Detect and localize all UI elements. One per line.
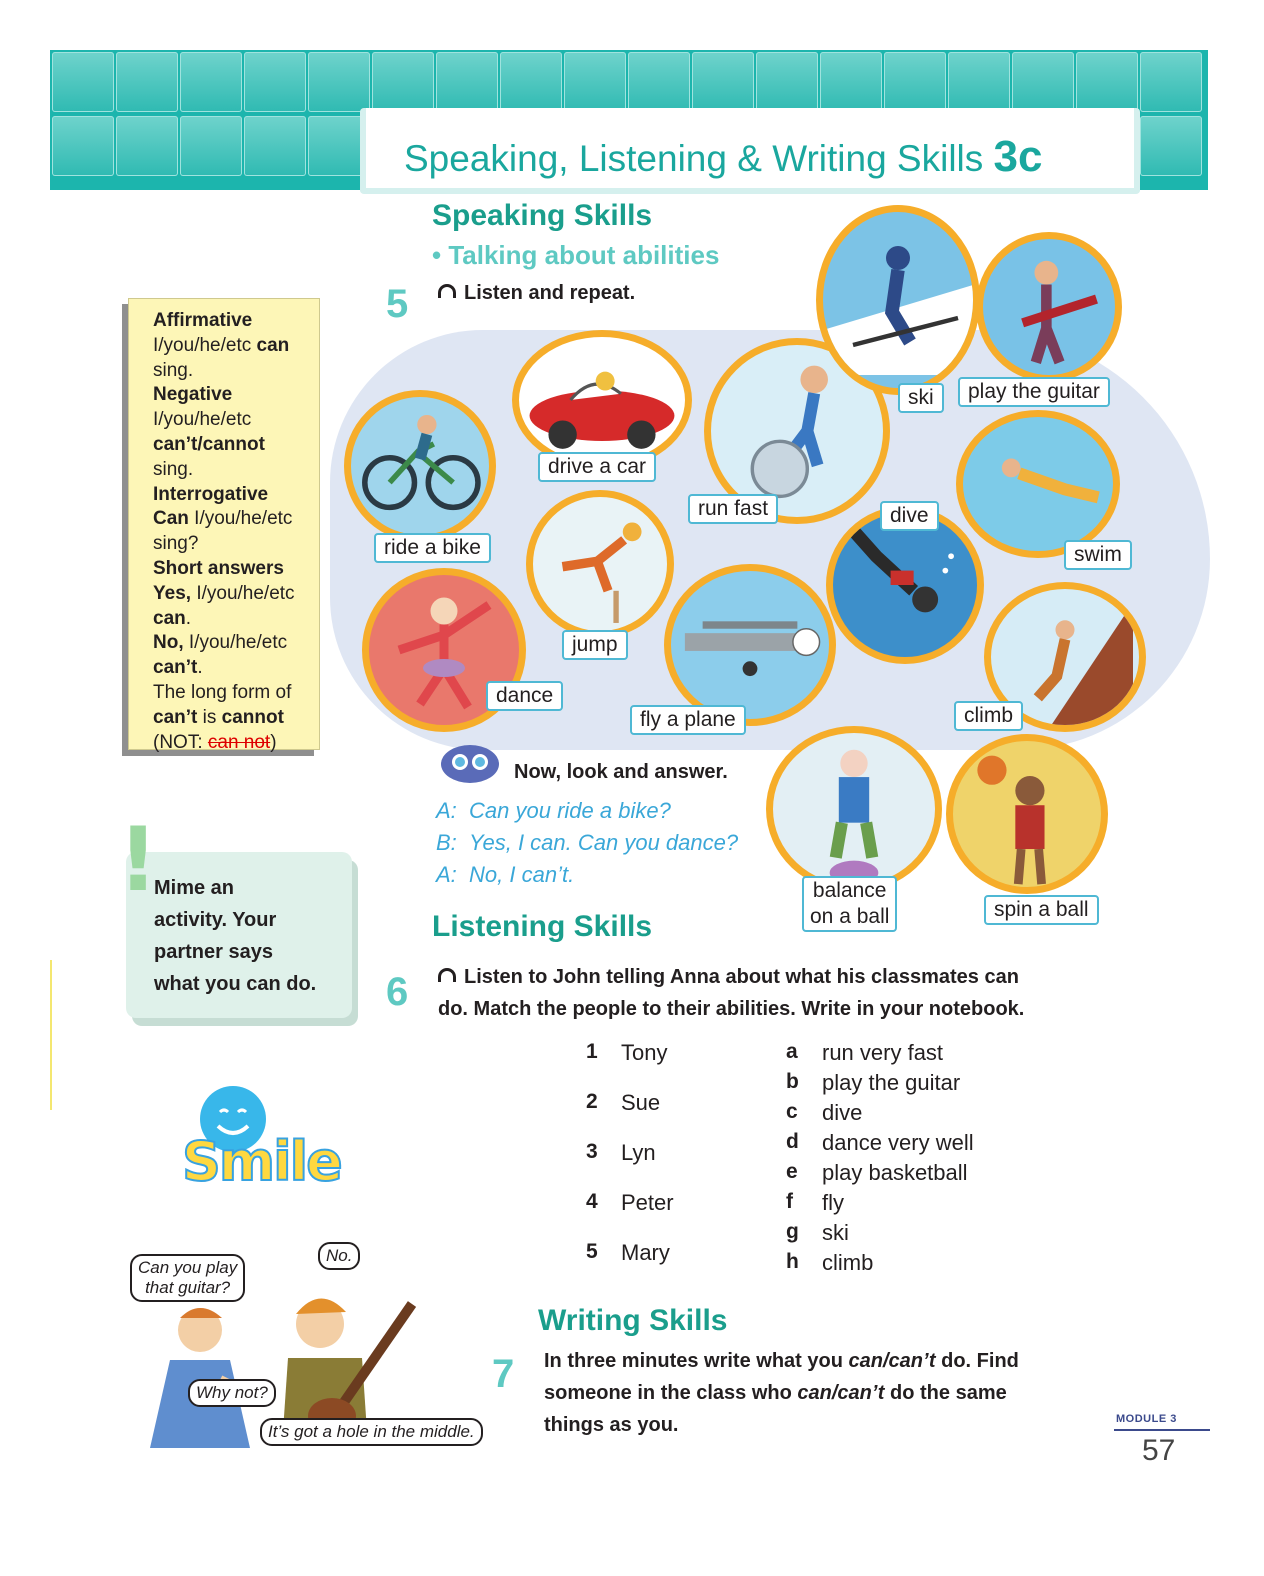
grammar-line: sing. bbox=[153, 359, 194, 381]
list-item: g ski bbox=[786, 1220, 849, 1245]
header-tile bbox=[244, 116, 306, 176]
exercise-5-instruction bbox=[438, 282, 635, 305]
list-item: 2 Sue bbox=[586, 1090, 661, 1115]
speaking-heading: Speaking Skills bbox=[432, 199, 653, 232]
look-answer-instruction: Now, look and answer. bbox=[514, 761, 728, 783]
listening-heading: Listening Skills bbox=[432, 910, 653, 943]
smile-logo-text: Smile bbox=[182, 1130, 341, 1193]
label-spin-a-ball: spin a ball bbox=[984, 895, 1099, 925]
writing-heading: Writing Skills bbox=[538, 1304, 728, 1337]
grammar-line: can’t is cannot bbox=[153, 706, 284, 728]
header-tile bbox=[244, 52, 306, 112]
mime-line: what you can do. bbox=[154, 973, 317, 995]
header-tile bbox=[1076, 52, 1138, 112]
speech-bubble: Why not? bbox=[188, 1379, 276, 1407]
grammar-line: can’t/cannot sing. bbox=[153, 433, 265, 480]
list-item: 5 Mary bbox=[586, 1240, 670, 1265]
grammar-line: Interrogative bbox=[153, 483, 269, 505]
dialogue-line: A: No, I can’t. bbox=[436, 862, 575, 887]
spin-ball-picture bbox=[946, 734, 1108, 894]
header-tile bbox=[372, 52, 434, 112]
header-tile bbox=[308, 52, 370, 112]
header-tile bbox=[52, 116, 114, 176]
pair-work-icon bbox=[440, 744, 500, 784]
label-run-fast: run fast bbox=[688, 494, 778, 524]
list-item: a run very fast bbox=[786, 1040, 944, 1065]
list-item: e play basketball bbox=[786, 1160, 968, 1185]
speaking-subheading: • Talking about abilities bbox=[432, 240, 720, 270]
grammar-line: Short answers bbox=[153, 557, 284, 579]
grammar-line: (NOT: can not) bbox=[153, 731, 277, 753]
module-label: MODULE 3 bbox=[1116, 1413, 1177, 1425]
grammar-line: sing? bbox=[153, 533, 199, 555]
label-climb: climb bbox=[954, 701, 1023, 731]
header-tile bbox=[628, 52, 690, 112]
balance-ball-picture bbox=[766, 726, 942, 892]
page-title bbox=[404, 132, 1043, 182]
label-drive-a-car: drive a car bbox=[538, 452, 656, 482]
header-tile bbox=[692, 52, 754, 112]
mime-line: activity. Your bbox=[154, 909, 277, 931]
list-item: c dive bbox=[786, 1100, 863, 1125]
grammar-line: No, I/you/he/etc bbox=[153, 632, 288, 654]
header-tile bbox=[1140, 52, 1202, 112]
exercise-7-line1: In three minutes write what you can/can’t do. Find bbox=[544, 1350, 1019, 1372]
exercise-6-instruction-line1 bbox=[438, 966, 1019, 989]
headphones-icon bbox=[438, 968, 456, 982]
header-tile bbox=[564, 52, 626, 112]
grammar-line: I/you/he/etc bbox=[153, 409, 252, 431]
header-tile bbox=[180, 116, 242, 176]
speech-bubble: Can you play that guitar? bbox=[130, 1254, 245, 1302]
drive-car-picture bbox=[512, 330, 692, 470]
jump-picture bbox=[526, 490, 674, 638]
header-tile bbox=[884, 52, 946, 112]
grammar-line: Can I/you/he/etc bbox=[153, 508, 293, 530]
header-tile bbox=[1140, 116, 1202, 176]
header-tile bbox=[436, 52, 498, 112]
swim-picture bbox=[956, 410, 1120, 558]
header-tile bbox=[500, 52, 562, 112]
speech-bubble: No. bbox=[318, 1242, 360, 1270]
label-ski: ski bbox=[898, 383, 944, 413]
grammar-line: can’t. bbox=[153, 657, 203, 679]
label-balance-line2: on a ball bbox=[810, 905, 890, 928]
exercise-5-text: Listen and repeat. bbox=[464, 282, 636, 304]
label-play-the-guitar: play the guitar bbox=[958, 377, 1110, 407]
header-tile bbox=[1012, 52, 1074, 112]
list-item: b play the guitar bbox=[786, 1070, 961, 1095]
exercise-6-text-1: Listen to John telling Anna about what his classmates can bbox=[464, 966, 1019, 988]
grammar-line: The long form of bbox=[153, 681, 292, 703]
grammar-box bbox=[128, 298, 320, 753]
grammar-line: Yes, I/you/he/etc bbox=[153, 582, 295, 604]
mime-line: partner says bbox=[154, 941, 273, 963]
list-item: f fly bbox=[786, 1190, 844, 1215]
list-item: d dance very well bbox=[786, 1130, 974, 1155]
exclamation-icon: ! bbox=[118, 808, 159, 911]
grammar-line: can. bbox=[153, 607, 192, 629]
label-jump: jump bbox=[562, 630, 628, 660]
header-tile bbox=[820, 52, 882, 112]
exercise-7-line2: someone in the class who can/can’t do the same bbox=[544, 1382, 1007, 1404]
label-fly-a-plane: fly a plane bbox=[630, 705, 746, 735]
exercise-7-line3: things as you. bbox=[544, 1414, 679, 1436]
margin-line bbox=[50, 960, 52, 1110]
header-tile bbox=[180, 52, 242, 112]
list-item: h climb bbox=[786, 1250, 874, 1275]
mime-activity-box bbox=[126, 852, 352, 1018]
ski-picture bbox=[816, 205, 980, 395]
header-tile bbox=[756, 52, 818, 112]
header-tile bbox=[116, 52, 178, 112]
list-item: 1 Tony bbox=[586, 1040, 668, 1065]
mime-line: Mime an bbox=[154, 877, 235, 899]
dialogue-line: B: Yes, I can. Can you dance? bbox=[436, 830, 739, 855]
label-balance-on-a-ball bbox=[802, 876, 897, 932]
dialogue-line: A: Can you ride a bike? bbox=[436, 798, 671, 823]
header-tile bbox=[116, 116, 178, 176]
page-title-text: Speaking, Listening & Writing Skills bbox=[404, 138, 984, 179]
speech-bubble: It’s got a hole in the middle. bbox=[260, 1418, 483, 1446]
header-tile bbox=[948, 52, 1010, 112]
grammar-line: I/you/he/etc can bbox=[153, 334, 290, 356]
unit-number: 3c bbox=[993, 132, 1043, 181]
headphones-icon bbox=[438, 284, 456, 298]
exercise-6-instruction-line2: do. Match the people to their abilities. Write in your notebook. bbox=[438, 998, 1025, 1020]
header-tile bbox=[52, 52, 114, 112]
list-item: 4 Peter bbox=[586, 1190, 674, 1215]
page-number: 57 bbox=[1142, 1434, 1176, 1467]
grammar-line: Affirmative bbox=[153, 310, 253, 331]
exercise-7-number: 7 bbox=[492, 1352, 515, 1396]
list-item: 3 Lyn bbox=[586, 1140, 656, 1165]
play-guitar-picture bbox=[976, 232, 1122, 382]
label-swim: swim bbox=[1064, 540, 1132, 570]
label-ride-a-bike: ride a bike bbox=[374, 533, 491, 563]
fly-plane-picture bbox=[664, 564, 836, 726]
label-dance: dance bbox=[486, 681, 563, 711]
ride-bike-picture bbox=[344, 390, 496, 542]
footer-divider bbox=[1114, 1429, 1210, 1431]
exercise-6-number: 6 bbox=[386, 970, 409, 1014]
cartoon-boy-left bbox=[140, 1290, 280, 1450]
label-dive: dive bbox=[880, 501, 939, 531]
label-balance-line1: balance bbox=[812, 879, 887, 902]
grammar-line: Negative bbox=[153, 384, 233, 406]
exercise-5-number: 5 bbox=[386, 282, 409, 326]
